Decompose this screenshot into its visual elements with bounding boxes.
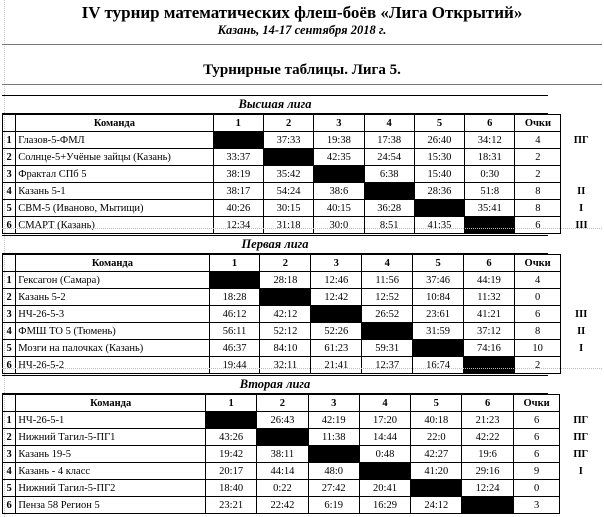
score-cell: 46:37 xyxy=(209,340,260,357)
score-cell: 40:18 xyxy=(411,412,462,429)
row-number: 6 xyxy=(3,497,16,514)
table-row xyxy=(3,323,602,340)
score-cell: 17:20 xyxy=(359,412,410,429)
self-match-cell xyxy=(462,497,513,514)
score-cell: 43:26 xyxy=(205,429,256,446)
place-tag: I xyxy=(578,465,583,477)
place-tag xyxy=(561,289,602,306)
score-cell: 38:11 xyxy=(257,446,308,463)
score-cell: 51:8 xyxy=(465,183,515,200)
self-match-cell xyxy=(213,132,263,149)
score-cell: 38:19 xyxy=(213,166,263,183)
team-name: НЧ-26-5-3 xyxy=(16,306,209,323)
header-num-cell xyxy=(3,255,16,272)
score-cell: 24:54 xyxy=(364,149,414,166)
points-cell: 4 xyxy=(514,272,560,289)
points-cell: 6 xyxy=(514,306,560,323)
team-name: Казань 19-5 xyxy=(16,446,206,463)
score-cell: 52:12 xyxy=(260,323,311,340)
self-match-cell xyxy=(414,200,464,217)
row-number: 3 xyxy=(3,446,16,463)
score-cell: 33:37 xyxy=(213,149,263,166)
score-cell: 42:12 xyxy=(260,306,311,323)
score-cell: 15:40 xyxy=(414,166,464,183)
score-cell: 44:19 xyxy=(464,272,515,289)
self-match-cell xyxy=(314,166,364,183)
score-cell: 6:19 xyxy=(308,497,359,514)
section-title: Турнирные таблицы. Лига 5. xyxy=(203,62,401,78)
score-cell: 12:42 xyxy=(311,289,362,306)
points-cell: 6 xyxy=(513,412,560,429)
row-number: 3 xyxy=(3,306,16,323)
score-cell: 41:20 xyxy=(411,463,462,480)
points-cell: 0 xyxy=(513,480,560,497)
divider xyxy=(2,368,602,369)
place-tag: I xyxy=(579,202,584,214)
score-cell: 17:38 xyxy=(364,132,414,149)
score-cell: 42:19 xyxy=(308,412,359,429)
row-number: 2 xyxy=(3,149,16,166)
team-name: Глазов-5-ФМЛ xyxy=(16,132,213,149)
row-number: 5 xyxy=(3,340,16,357)
header-round-cell: 6 xyxy=(465,115,515,132)
score-cell: 59:31 xyxy=(362,340,413,357)
team-name: НЧ-26-5-2 xyxy=(16,357,209,374)
header-points-cell: Очки xyxy=(513,395,560,412)
score-cell: 42:27 xyxy=(411,446,462,463)
self-match-cell xyxy=(209,272,260,289)
table-header-row xyxy=(3,255,602,272)
place-tag: III xyxy=(575,308,588,320)
score-cell: 11:38 xyxy=(308,429,359,446)
score-cell: 19:42 xyxy=(205,446,256,463)
place-tag: II xyxy=(577,185,586,197)
header-num-cell xyxy=(3,395,16,412)
score-cell: 19:6 xyxy=(462,446,513,463)
team-name: ФМШ ТО 5 (Тюмень) xyxy=(16,323,209,340)
self-match-cell xyxy=(205,412,256,429)
score-cell: 24:12 xyxy=(411,497,462,514)
team-name: Казань - 4 класс xyxy=(16,463,206,480)
points-cell: 2 xyxy=(515,149,561,166)
league-section xyxy=(2,375,602,514)
team-name: Фрактал СПб 5 xyxy=(16,166,213,183)
place-tag xyxy=(561,357,602,374)
team-name: Казань 5-2 xyxy=(16,289,209,306)
team-name: Казань 5-1 xyxy=(16,183,213,200)
score-cell: 12:34 xyxy=(213,217,263,234)
table-row xyxy=(3,463,602,480)
score-cell: 16:29 xyxy=(359,497,410,514)
points-cell: 0 xyxy=(514,289,560,306)
header-round-cell: 6 xyxy=(462,395,513,412)
header-spacer xyxy=(561,255,602,272)
row-number: 5 xyxy=(3,480,16,497)
header-team-cell: Команда xyxy=(16,395,206,412)
row-number: 6 xyxy=(3,217,16,234)
row-number: 4 xyxy=(3,463,16,480)
points-cell: 6 xyxy=(513,446,560,463)
table-row xyxy=(3,412,602,429)
self-match-cell xyxy=(308,446,359,463)
team-name: Солнце-5+Учёные зайцы (Казань) xyxy=(16,149,213,166)
score-cell: 28:18 xyxy=(260,272,311,289)
self-match-cell xyxy=(359,463,410,480)
score-cell: 27:42 xyxy=(308,480,359,497)
table-row xyxy=(3,480,602,497)
score-cell: 18:40 xyxy=(205,480,256,497)
team-name: Мозги на палочках (Казань) xyxy=(16,340,209,357)
place-tag xyxy=(561,272,602,289)
table-row xyxy=(3,340,602,357)
table-row xyxy=(3,183,602,200)
self-match-cell xyxy=(364,183,414,200)
header-round-cell: 4 xyxy=(359,395,410,412)
score-cell: 26:43 xyxy=(257,412,308,429)
team-name: Нижний Тагил-5-ПГ1 xyxy=(16,429,206,446)
team-name: СВМ-5 (Иваново, Мытищи) xyxy=(16,200,213,217)
points-cell: 6 xyxy=(513,429,560,446)
score-cell: 37:46 xyxy=(413,272,464,289)
score-cell: 12:46 xyxy=(311,272,362,289)
score-cell: 22:0 xyxy=(411,429,462,446)
league-section xyxy=(2,235,602,374)
place-tag xyxy=(560,480,602,497)
standings-table xyxy=(2,394,602,514)
row-number: 2 xyxy=(3,429,16,446)
score-cell: 44:14 xyxy=(257,463,308,480)
score-cell: 11:32 xyxy=(464,289,515,306)
place-tag xyxy=(560,497,602,514)
score-cell: 29:16 xyxy=(462,463,513,480)
table-header-row xyxy=(3,395,602,412)
table-row xyxy=(3,166,602,183)
header-round-cell: 2 xyxy=(260,255,311,272)
self-match-cell xyxy=(411,480,462,497)
score-cell: 26:40 xyxy=(414,132,464,149)
score-cell: 52:26 xyxy=(311,323,362,340)
header-team-cell: Команда xyxy=(16,115,213,132)
score-cell: 37:12 xyxy=(464,323,515,340)
self-match-cell xyxy=(362,323,413,340)
score-cell: 6:38 xyxy=(364,166,414,183)
table-row xyxy=(3,306,602,323)
score-cell: 61:23 xyxy=(311,340,362,357)
table-row xyxy=(3,272,602,289)
header-round-cell: 5 xyxy=(413,255,464,272)
score-cell: 46:12 xyxy=(209,306,260,323)
league-title: Вторая лига xyxy=(2,375,548,394)
points-cell: 8 xyxy=(515,183,561,200)
header-round-cell: 2 xyxy=(257,395,308,412)
score-cell: 56:11 xyxy=(209,323,260,340)
self-match-cell xyxy=(257,429,308,446)
header-round-cell: 1 xyxy=(205,395,256,412)
header-round-cell: 4 xyxy=(364,115,414,132)
points-cell: 2 xyxy=(514,357,560,374)
header-points-cell: Очки xyxy=(514,255,560,272)
score-cell: 38:17 xyxy=(213,183,263,200)
score-cell: 30:15 xyxy=(263,200,313,217)
row-number: 3 xyxy=(3,166,16,183)
divider xyxy=(2,44,602,45)
points-cell: 2 xyxy=(515,166,561,183)
score-cell: 18:28 xyxy=(209,289,260,306)
header-round-cell: 3 xyxy=(311,255,362,272)
score-cell: 35:42 xyxy=(263,166,313,183)
score-cell: 22:42 xyxy=(257,497,308,514)
self-match-cell xyxy=(311,306,362,323)
header-round-cell: 2 xyxy=(263,115,313,132)
row-number: 1 xyxy=(3,132,16,149)
self-match-cell xyxy=(263,149,313,166)
self-match-cell xyxy=(464,357,515,374)
score-cell: 54:24 xyxy=(263,183,313,200)
row-number: 4 xyxy=(3,183,16,200)
score-cell: 31:59 xyxy=(413,323,464,340)
self-match-cell xyxy=(413,340,464,357)
score-cell: 16:74 xyxy=(413,357,464,374)
header-round-cell: 1 xyxy=(209,255,260,272)
divider xyxy=(2,228,602,229)
team-name: Нижний Тагил-5-ПГ2 xyxy=(16,480,206,497)
header-round-cell: 3 xyxy=(308,395,359,412)
table-header-row xyxy=(3,115,602,132)
score-cell: 12:52 xyxy=(362,289,413,306)
place-tag: III xyxy=(575,219,588,231)
score-cell: 28:36 xyxy=(414,183,464,200)
table-row xyxy=(3,217,602,234)
score-cell: 32:11 xyxy=(260,357,311,374)
divider xyxy=(2,84,602,85)
place-tag xyxy=(561,166,602,183)
score-cell: 35:41 xyxy=(465,200,515,217)
table-row xyxy=(3,149,602,166)
place-tag: II xyxy=(577,325,586,337)
table-row xyxy=(3,446,602,463)
points-cell: 4 xyxy=(515,132,561,149)
score-cell: 18:31 xyxy=(465,149,515,166)
header-spacer xyxy=(561,115,602,132)
score-cell: 20:41 xyxy=(359,480,410,497)
score-cell: 0:22 xyxy=(257,480,308,497)
score-cell: 21:23 xyxy=(462,412,513,429)
score-cell: 42:35 xyxy=(314,149,364,166)
score-cell: 15:30 xyxy=(414,149,464,166)
table-row xyxy=(3,429,602,446)
page-subtitle: Казань, 14-17 сентября 2018 г. xyxy=(217,23,387,37)
score-cell: 38:6 xyxy=(314,183,364,200)
score-cell: 21:41 xyxy=(311,357,362,374)
score-cell: 14:44 xyxy=(359,429,410,446)
row-number: 6 xyxy=(3,357,16,374)
row-number: 2 xyxy=(3,289,16,306)
row-number: 5 xyxy=(3,200,16,217)
score-cell: 20:17 xyxy=(205,463,256,480)
header-round-cell: 5 xyxy=(411,395,462,412)
standings-table xyxy=(2,254,602,374)
self-match-cell xyxy=(260,289,311,306)
table-row xyxy=(3,357,602,374)
place-tag: ПГ xyxy=(573,431,589,443)
table-row xyxy=(3,497,602,514)
score-cell: 36:28 xyxy=(364,200,414,217)
score-cell: 8:51 xyxy=(364,217,414,234)
points-cell: 10 xyxy=(514,340,560,357)
row-number: 4 xyxy=(3,323,16,340)
score-cell: 26:52 xyxy=(362,306,413,323)
score-cell: 40:15 xyxy=(314,200,364,217)
header-points-cell: Очки xyxy=(515,115,561,132)
team-name: СМАРТ (Казань) xyxy=(16,217,213,234)
score-cell: 41:35 xyxy=(414,217,464,234)
score-cell: 10:84 xyxy=(413,289,464,306)
header-round-cell: 4 xyxy=(362,255,413,272)
score-cell: 34:12 xyxy=(465,132,515,149)
score-cell: 0:30 xyxy=(465,166,515,183)
score-cell: 31:18 xyxy=(263,217,313,234)
header-team-cell: Команда xyxy=(16,255,209,272)
score-cell: 37:33 xyxy=(263,132,313,149)
points-cell: 9 xyxy=(513,463,560,480)
score-cell: 42:22 xyxy=(462,429,513,446)
score-cell: 40:26 xyxy=(213,200,263,217)
header-round-cell: 5 xyxy=(414,115,464,132)
table-row xyxy=(3,132,602,149)
score-cell: 0:48 xyxy=(359,446,410,463)
standings-table xyxy=(2,114,602,234)
header-round-cell: 3 xyxy=(314,115,364,132)
header-round-cell: 1 xyxy=(213,115,263,132)
score-cell: 23:61 xyxy=(413,306,464,323)
league-section xyxy=(2,95,602,234)
score-cell: 23:21 xyxy=(205,497,256,514)
league-title: Первая лига xyxy=(2,235,548,254)
score-cell: 11:56 xyxy=(362,272,413,289)
team-name: НЧ-26-5-1 xyxy=(16,412,206,429)
team-name: Пенза 58 Регион 5 xyxy=(16,497,206,514)
place-tag xyxy=(561,149,602,166)
place-tag: ПГ xyxy=(573,414,589,426)
score-cell: 74:16 xyxy=(464,340,515,357)
points-cell: 8 xyxy=(515,200,561,217)
page-title: IV турнир математических флеш-боёв «Лига Открытий» xyxy=(81,3,523,22)
place-tag: ПГ xyxy=(573,134,589,146)
points-cell: 3 xyxy=(513,497,560,514)
table-row xyxy=(3,289,602,306)
score-cell: 19:38 xyxy=(314,132,364,149)
header-spacer xyxy=(560,395,602,412)
score-cell: 41:21 xyxy=(464,306,515,323)
score-cell: 19:44 xyxy=(209,357,260,374)
league-title: Высшая лига xyxy=(2,95,548,114)
points-cell: 8 xyxy=(514,323,560,340)
row-number: 1 xyxy=(3,412,16,429)
self-match-cell xyxy=(465,217,515,234)
score-cell: 84:10 xyxy=(260,340,311,357)
points-cell: 6 xyxy=(515,217,561,234)
score-cell: 12:24 xyxy=(462,480,513,497)
score-cell: 12:37 xyxy=(362,357,413,374)
team-name: Гексагон (Самара) xyxy=(16,272,209,289)
place-tag: I xyxy=(579,342,584,354)
header-num-cell xyxy=(3,115,16,132)
row-number: 1 xyxy=(3,272,16,289)
table-row xyxy=(3,200,602,217)
place-tag: ПГ xyxy=(573,448,589,460)
header-round-cell: 6 xyxy=(464,255,515,272)
score-cell: 48:0 xyxy=(308,463,359,480)
score-cell: 30:0 xyxy=(314,217,364,234)
